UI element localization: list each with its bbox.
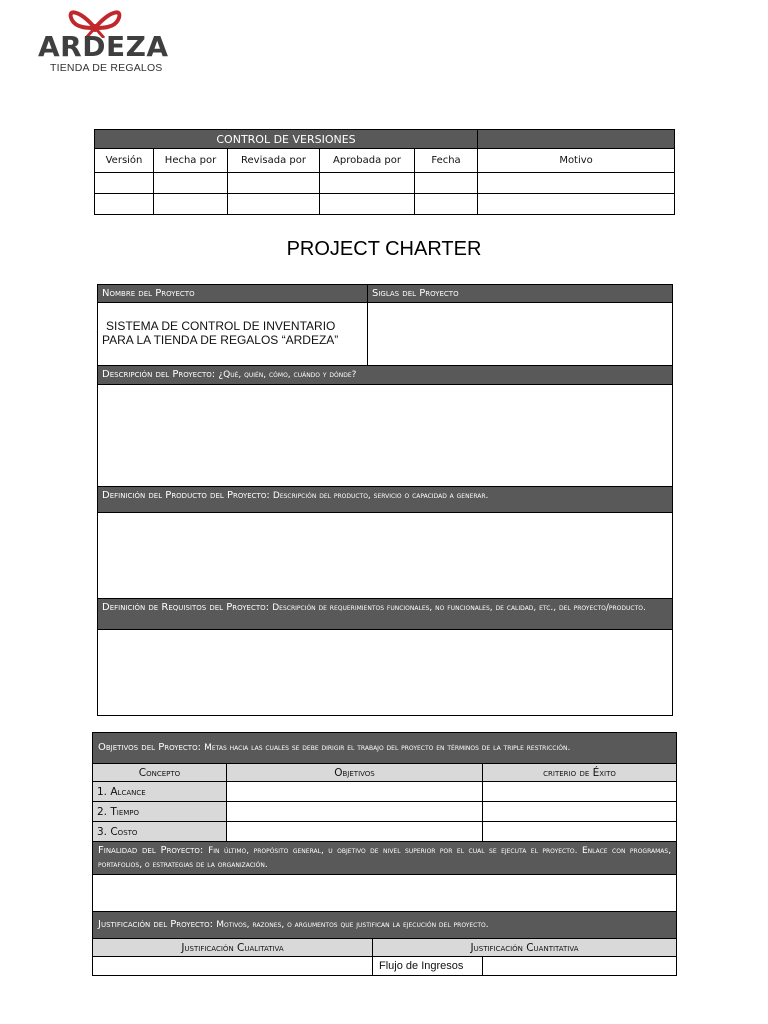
description-bar <box>98 366 673 385</box>
cost-objective-field[interactable] <box>227 822 483 842</box>
objectives-table <box>92 732 677 976</box>
col-made-by: Hecha por <box>154 149 228 173</box>
date-cell[interactable] <box>415 173 478 194</box>
income-flow-field[interactable] <box>483 957 677 976</box>
table-row <box>93 957 677 976</box>
project-name-label: Nombre del Proyecto <box>98 285 368 303</box>
version-control-table <box>94 129 675 215</box>
approved-by-cell[interactable] <box>320 194 415 215</box>
justification-hint: Motivos, razones, o argumentos que justifican la ejecución del proyecto. <box>216 920 489 930</box>
qualitative-field[interactable] <box>93 957 373 976</box>
income-flow-label: Flujo de Ingresos <box>373 957 483 976</box>
requirements-field[interactable] <box>98 630 673 716</box>
table-row <box>95 173 675 194</box>
description-field[interactable] <box>98 385 673 487</box>
row-time: 2. Tiempo <box>93 802 227 822</box>
logo-brand-text: ARDEZA <box>38 30 169 63</box>
purpose-bar <box>93 842 677 875</box>
time-objective-field[interactable] <box>227 802 483 822</box>
table-row <box>93 822 677 842</box>
purpose-label: Finalidad del Proyecto: <box>98 845 204 856</box>
col-approved-by: Aprobada por <box>320 149 415 173</box>
col-date: Fecha <box>415 149 478 173</box>
product-field[interactable] <box>98 513 673 599</box>
project-acronym-value[interactable] <box>368 303 673 366</box>
col-reason: Motivo <box>478 149 675 173</box>
table-row <box>93 802 677 822</box>
project-name-line2: PARA LA TIENDA DE REGALOS “ARDEZA” <box>102 333 339 347</box>
version-control-title: CONTROL DE VERSIONES <box>95 130 478 149</box>
col-qualitative: Justificación Cualitativa <box>93 939 373 957</box>
purpose-hint: Fin último, propósito general, u objetivo de nivel superior por el cual se ejecuta el proyecto. Enlace con programas, portafolios, o estrategias de la organización. <box>98 846 672 870</box>
col-reviewed-by: Revisada por <box>228 149 320 173</box>
row-scope: 1. Alcance <box>93 782 227 802</box>
requirements-hint: Descripción de requerimientos funcionales, no funcionales, de calidad, etc., del proyecto/producto. <box>272 603 646 613</box>
page-title: PROJECT CHARTER <box>286 238 482 260</box>
reason-cell[interactable] <box>478 173 675 194</box>
project-name-value[interactable] <box>98 303 368 366</box>
project-name-line1: SISTEMA DE CONTROL DE INVENTARIO <box>106 319 336 333</box>
project-charter-table <box>97 284 673 716</box>
purpose-field[interactable] <box>93 875 677 912</box>
col-objectives: Objetivos <box>227 764 483 782</box>
scope-objective-field[interactable] <box>227 782 483 802</box>
description-label: Descripción del Proyecto: <box>102 369 216 380</box>
approved-by-cell[interactable] <box>320 173 415 194</box>
date-cell[interactable] <box>415 194 478 215</box>
made-by-cell[interactable] <box>154 173 228 194</box>
justification-label: Justificación del Proyecto: <box>98 919 214 930</box>
requirements-bar <box>98 599 673 630</box>
objectives-hint: Metas hacia las cuales se debe dirigir el trabajo del proyecto en términos de la triple restricción. <box>204 743 571 753</box>
objectives-label: Objetivos del Proyecto: <box>98 742 201 753</box>
product-bar <box>98 487 673 513</box>
row-cost: 3. Costo <box>93 822 227 842</box>
product-label: Definición del Producto del Proyecto: <box>102 490 270 501</box>
product-hint: Descripción del producto, servicio o capacidad a generar. <box>272 491 489 501</box>
logo-tagline: TIENDA DE REGALOS <box>50 62 163 74</box>
version-cell[interactable] <box>95 173 154 194</box>
col-quantitative: Justificación Cuantitativa <box>373 939 677 957</box>
version-cell[interactable] <box>95 194 154 215</box>
reason-cell[interactable] <box>478 194 675 215</box>
cost-criteria-field[interactable] <box>483 822 677 842</box>
scope-criteria-field[interactable] <box>483 782 677 802</box>
table-row <box>93 782 677 802</box>
made-by-cell[interactable] <box>154 194 228 215</box>
col-concept: Concepto <box>93 764 227 782</box>
reviewed-by-cell[interactable] <box>228 173 320 194</box>
justification-bar <box>93 912 677 939</box>
time-criteria-field[interactable] <box>483 802 677 822</box>
reviewed-by-cell[interactable] <box>228 194 320 215</box>
objectives-bar <box>93 733 677 764</box>
version-control-title-blank <box>478 130 675 149</box>
col-success-criteria: criterio de Éxito <box>483 764 677 782</box>
requirements-label: Definición de Requisitos del Proyecto: <box>102 602 270 613</box>
description-hint: ¿Qué, quién, cómo, cuándo y dónde? <box>218 370 357 380</box>
project-acronym-label: Siglas del Proyecto <box>368 285 673 303</box>
table-row <box>95 194 675 215</box>
company-logo <box>38 4 168 74</box>
col-version: Versión <box>95 149 154 173</box>
